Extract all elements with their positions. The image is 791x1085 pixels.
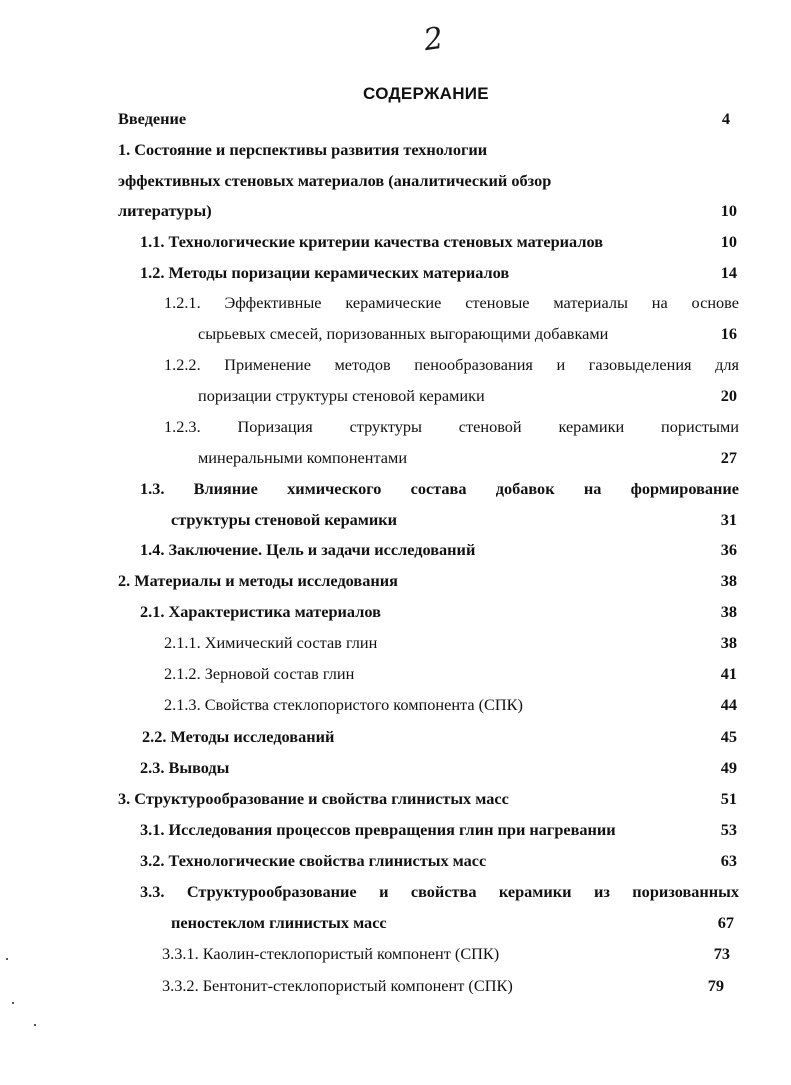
toc-entry-page: 4 [721,109,730,128]
toc-entry-label: 1.3. Влияние химического состава добавок на формирование [140,479,739,498]
toc-entry [164,632,377,654]
toc-entry-continuation [118,170,551,192]
toc-entry-label: 3. Структурообразование и свойства глинистых масс [118,789,509,808]
toc-entry-page: 53 [720,820,737,839]
toc-entry [162,975,513,997]
toc-entry-label: поризации структуры стеновой керамики [198,386,485,405]
toc-entry-page: 44 [720,695,737,714]
toc-entry-page: 31 [720,510,737,529]
toc-entry [164,694,523,716]
toc-entry [164,663,354,685]
toc-entry-page: 20 [720,386,737,405]
toc-entry [164,354,739,376]
toc-entry-label: 2. Материалы и методы исследования [118,571,398,590]
page-title: СОДЕРЖАНИЕ [363,84,489,103]
toc-entry-page: 38 [720,633,737,652]
toc-entry-label: 3.3. Структурообразование и свойства керамики из поризованных [140,882,739,901]
toc-entry-label: эффективных стеновых материалов (аналитический обзор [118,171,552,190]
toc-entry-page: 38 [720,602,737,621]
toc-entry-label: Введение [118,109,187,128]
toc-entry-page: 36 [720,540,737,559]
toc-entry-label: 3.1. Исследования процессов превращения глин при нагревании [140,820,616,839]
toc-entry-label: 2.1.1. Химический состав глин [164,633,378,652]
toc-entry [140,819,616,841]
toc-entry-page: 49 [720,758,737,777]
toc-entry [118,108,186,130]
toc-entry-label: 1.4. Заключение. Цель и задачи исследований [140,540,476,559]
toc-entry-continuation [118,200,212,222]
toc-entry-label: 1.2.2. Применение методов пенообразования и газовыделения для [164,355,739,374]
toc-entry-label: 1.1. Технологические критерии качества стеновых материалов [140,232,603,251]
toc-entry-label: 2.2. Методы исследований [142,727,335,746]
toc-entry-continuation [198,323,608,345]
toc-entry [164,292,739,314]
toc-entry-page: 38 [720,571,737,590]
toc-entry-label: 3.3.2. Бентонит-стеклопористый компонент (СПК) [162,976,513,995]
toc-entry-page: 79 [707,976,724,995]
toc-entry [118,139,487,161]
toc-entry-label: 1.2. Методы поризации керамических материалов [140,263,510,282]
toc-entry [142,726,334,748]
toc-entry [164,416,739,438]
toc-entry-label: 2.1.2. Зерновой состав глин [164,664,355,683]
toc-entry-page: 45 [720,727,737,746]
toc-entry-label: 3.2. Технологические свойства глинистых масс [140,851,487,870]
toc-entry-label: 1.2.1. Эффективные керамические стеновые материалы на основе [164,293,739,312]
toc-entry-page: 41 [720,664,737,683]
handwritten-page-number: 2 [421,20,446,59]
toc-entry [140,262,509,284]
toc-entry-continuation [171,912,387,934]
toc-entry-label: 1.2.3. Поризация структуры стеновой керамики пористыми [164,417,739,436]
toc-entry-continuation [198,385,485,407]
toc-entry-label: сырьевых смесей, поризованных выгорающими добавками [198,324,609,343]
toc-entry [140,850,486,872]
toc-entry [140,601,381,623]
toc-entry-page: 16 [720,324,737,343]
scan-speck [12,1002,14,1004]
toc-entry [118,788,509,810]
scan-speck [6,958,8,960]
toc-entry-label: 2.1.3. Свойства стеклопористого компонента (СПК) [164,695,523,714]
toc-entry-page: 67 [717,913,734,932]
toc-entry-label: 3.3.1. Каолин-стеклопористый компонент (СПК) [162,944,500,963]
toc-entry-page: 10 [720,201,737,220]
toc-entry-label: 1. Состояние и перспективы развития технологии [118,140,488,159]
toc-entry-page: 73 [713,944,730,963]
toc-entry-page: 10 [720,232,737,251]
toc-entry-page: 14 [720,263,737,282]
toc-entry-continuation [198,447,407,469]
toc-entry [118,570,398,592]
toc-entry-page: 63 [720,851,737,870]
toc-entry-label: 2.3. Выводы [140,758,230,777]
scan-speck [34,1024,36,1026]
toc-entry-page: 51 [720,789,737,808]
toc-entry-label: минеральными компонентами [198,448,408,467]
toc-entry [140,757,229,779]
toc-entry [140,478,739,500]
toc-entry [162,943,499,965]
toc-entry [140,881,739,903]
toc-entry [140,231,603,253]
toc-entry-label: пеностеклом глинистых масс [171,913,387,932]
toc-entry-continuation [171,509,397,531]
toc-entry-label: литературы) [118,201,212,220]
toc-entry [140,539,475,561]
toc-entry-page: 27 [720,448,737,467]
toc-entry-label: структуры стеновой керамики [171,510,398,529]
toc-entry-label: 2.1. Характеристика материалов [140,602,381,621]
